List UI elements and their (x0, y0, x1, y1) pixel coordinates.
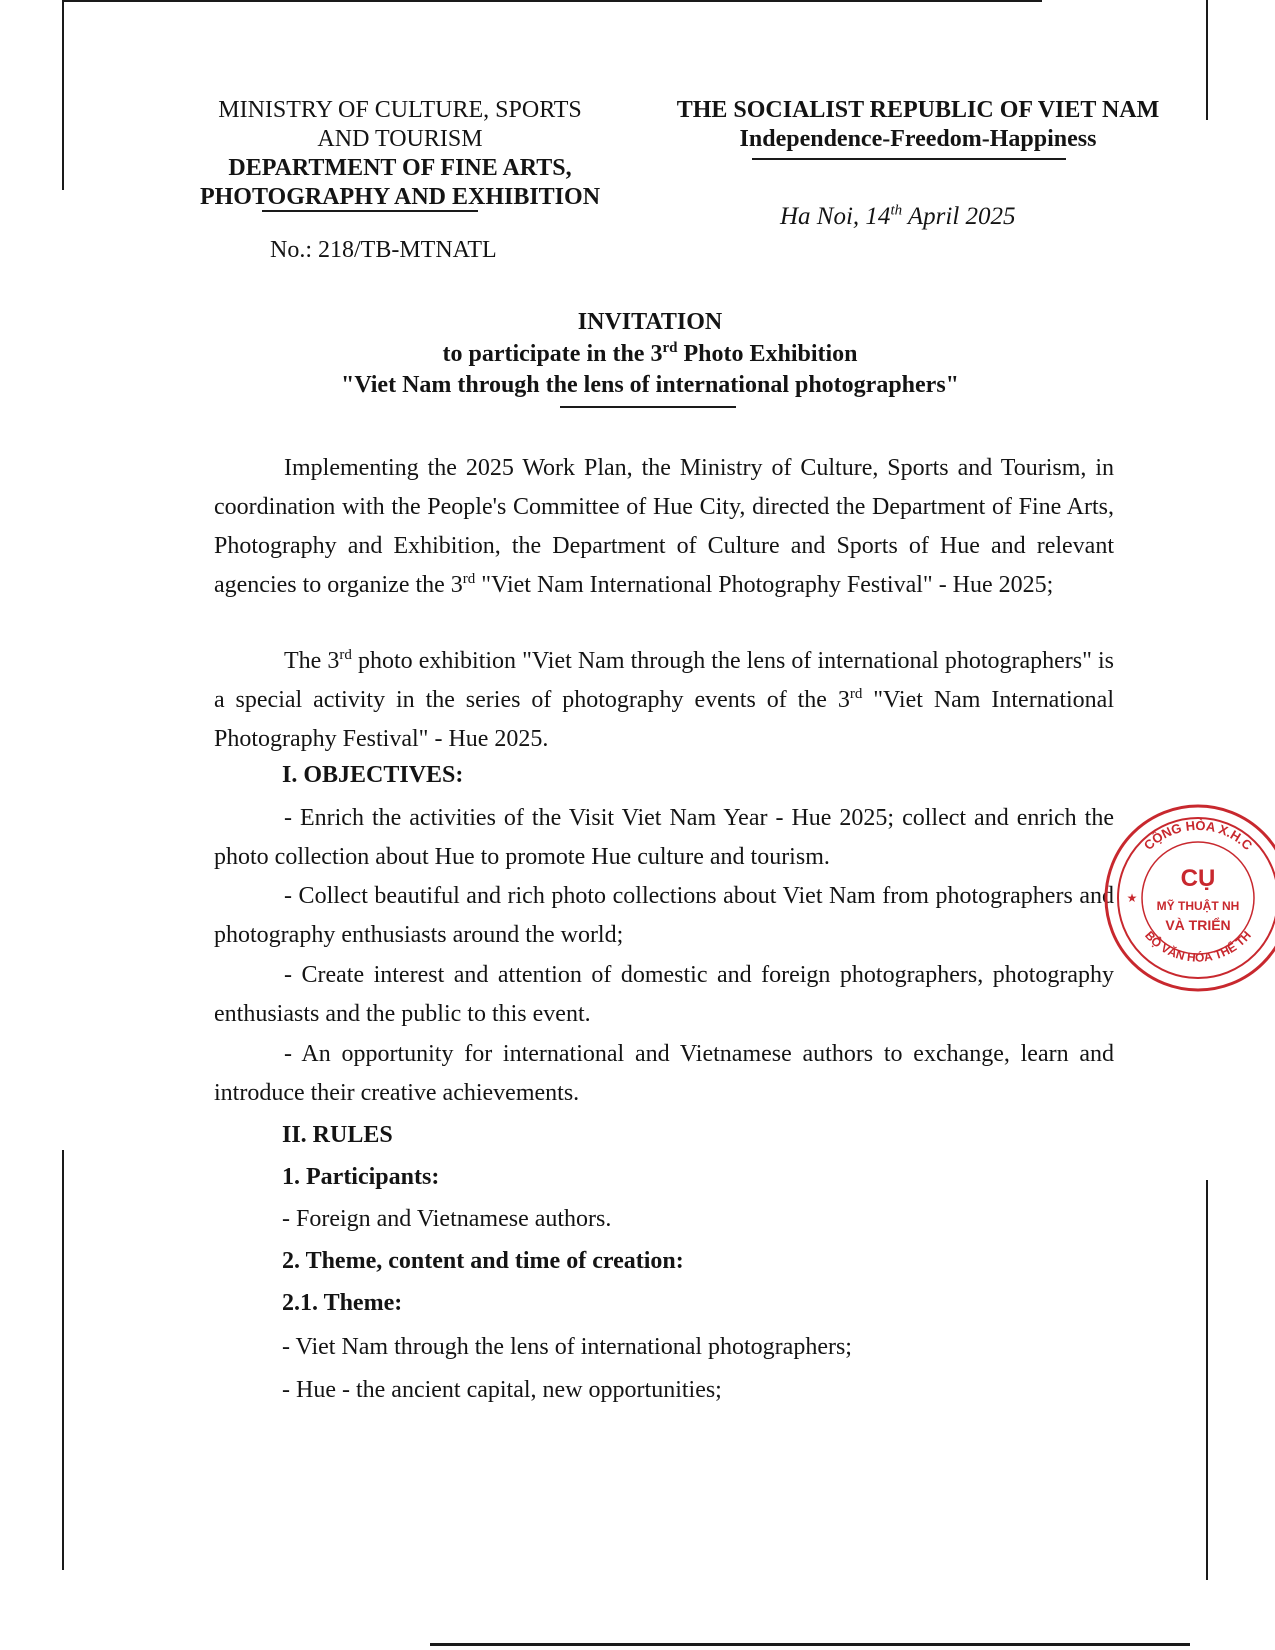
seal-ring-bottom: BỘ VĂN HÓA THỂ TH (1142, 928, 1254, 965)
scan-edge-left (62, 0, 64, 190)
document-subtitle: to participate in the 3rd Photo Exhibition (442, 340, 858, 367)
seal-center-1: CỤ (1180, 865, 1216, 892)
agency-line-1: MINISTRY OF CULTURE, SPORTS (218, 97, 582, 123)
participants-item: - Foreign and Vietnamese authors. (282, 1206, 612, 1232)
seal-center-2: MỸ THUẬT NH (1156, 899, 1240, 913)
subsection-theme-content: 2. Theme, content and time of creation: (282, 1248, 684, 1274)
section-rules: II. RULES (282, 1122, 393, 1148)
issuing-agency (190, 96, 610, 212)
seal-ring-text: CỘNG HÒA X.H.C (1140, 817, 1256, 853)
national-title (668, 96, 1168, 154)
official-seal (1100, 800, 1275, 996)
national-name: THE SOCIALIST REPUBLIC OF VIET NAM (676, 97, 1160, 123)
document-title: INVITATION (577, 309, 723, 335)
subsection-participants: 1. Participants: (282, 1164, 440, 1190)
national-motto: Independence-Freedom-Happiness (739, 126, 1097, 152)
seal-star-icon: ★ (1126, 891, 1138, 905)
motto-underline (752, 158, 1066, 160)
exhibition-name: "Viet Nam through the lens of international photographers" (341, 372, 959, 398)
department-line-2: PHOTOGRAPHY AND EXHIBITION (199, 184, 601, 210)
department-line-1: DEPARTMENT OF FINE ARTS, (228, 155, 572, 181)
objective-item: - An opportunity for international and Vietnamese authors to exchange, learn and introduce their creative achievements. (214, 1041, 1114, 1106)
theme-item: - Hue - the ancient capital, new opportunities; (282, 1377, 722, 1403)
scan-edge-bottom (430, 1643, 1190, 1646)
subsection-theme: 2.1. Theme: (282, 1290, 403, 1316)
objective-item: - Collect beautiful and rich photo collections about Viet Nam from photographers and photography enthusiasts around the world; (214, 883, 1114, 948)
section-objectives: I. OBJECTIVES: (282, 762, 464, 788)
objective-item: - Enrich the activities of the Visit Viet Nam Year - Hue 2025; collect and enrich the photo collection about Hue to promote Hue culture and tourism. (214, 805, 1114, 870)
scan-edge-right-lower (1206, 1180, 1208, 1580)
agency-underline (262, 210, 478, 212)
seal-center-3: VÀ TRIỂN (1165, 917, 1231, 933)
scan-edge-right (1206, 0, 1208, 120)
issue-date: Ha Noi, 14th April 2025 (780, 202, 1016, 230)
scan-edge-top (62, 0, 1042, 2)
agency-line-2: AND TOURISM (317, 126, 483, 152)
intro-paragraph: Implementing the 2025 Work Plan, the Ministry of Culture, Sports and Tourism, in coordination with the People's Committee of Hue City, directed the Department of Fine Arts, Photography and Exhibition, the Department of Culture and Sports of Hue and relevant agencies to organize the 3rd "Viet Nam International Photography Festival" - Hue 2025; (214, 455, 1114, 598)
scan-edge-left-lower (62, 1150, 64, 1570)
theme-item: - Viet Nam through the lens of international photographers; (282, 1334, 852, 1360)
document-number: No.: 218/TB-MTNATL (270, 237, 497, 263)
objective-item: - Create interest and attention of domestic and foreign photographers, photography enthusiasts and the public to this event. (214, 962, 1114, 1027)
title-underline (560, 406, 736, 408)
exhibition-paragraph: The 3rd photo exhibition "Viet Nam through the lens of international photographers" is a special activity in the series of photography events of the 3rd "Viet Nam International Photography Festival" - Hue 2025. (214, 647, 1115, 752)
